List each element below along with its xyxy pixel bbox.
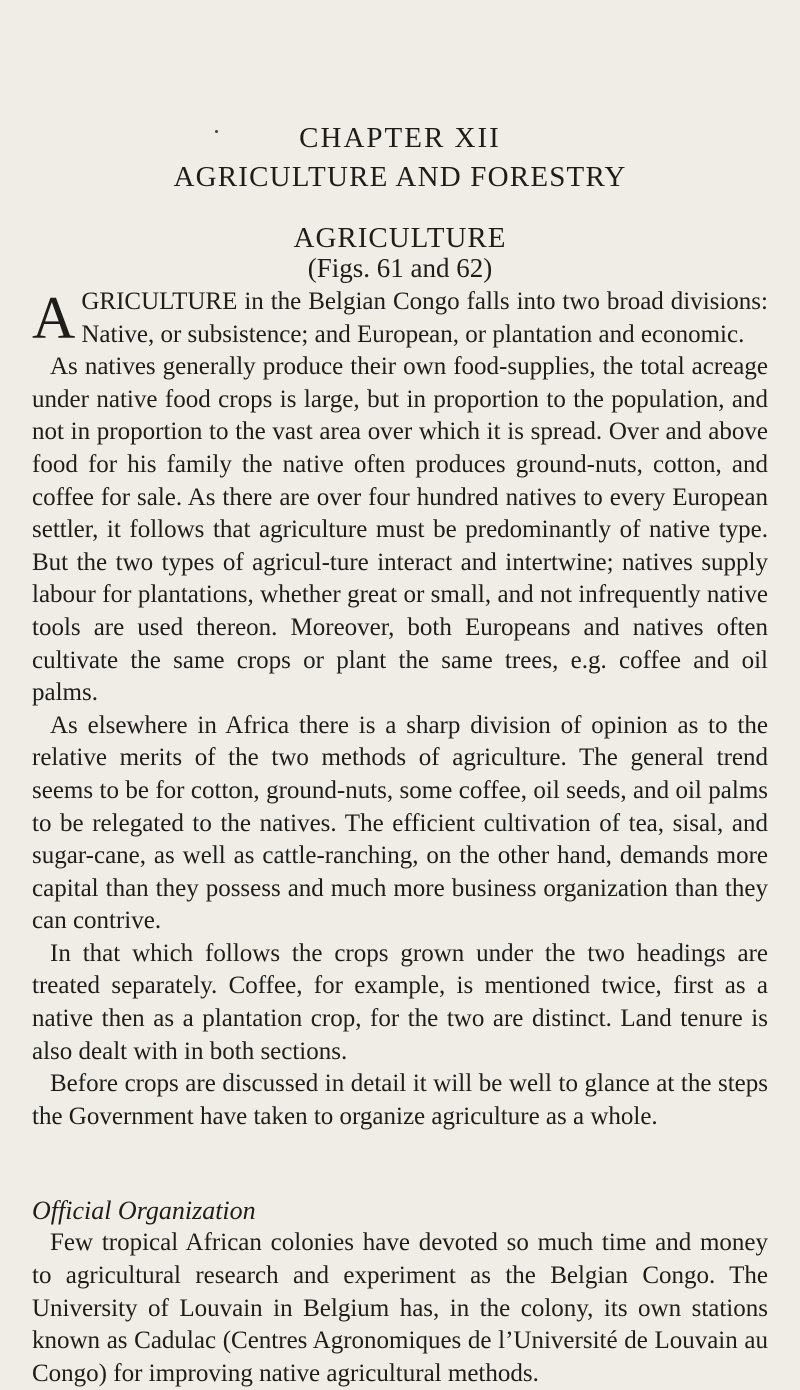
section-title: AGRICULTURE — [293, 222, 507, 254]
opening-small-caps: GRICULTURE — [81, 288, 238, 315]
drop-cap: A — [32, 285, 76, 351]
paragraph-1 — [32, 286, 768, 351]
figures-reference: (Figs. 61 and 62) — [307, 253, 493, 283]
body-text — [32, 286, 768, 1390]
chapter-title: AGRICULTURE AND FORESTRY — [173, 161, 627, 193]
chapter-number: CHAPTER XII — [299, 122, 501, 154]
paragraph-3: As elsewhere in Africa there is a sharp division of opinion as to the relative merits of the two methods of agriculture. The general trend seems to be for cotton, ground-nuts, some coffee, oil seeds, and oil palms to be relegated to the natives. The efficient cultivation of tea, sisal, and sugar-cane, as well as cattle-ranching, on the other hand, demands more capital than they possess and much more business organization than they can contrive. — [32, 711, 768, 935]
paragraph-6: Few tropical African colonies have devoted so much time and money to agricultural research and experiment as the Belgian Congo. The University of Louvain in Belgium has, in the colony, its own stations known as Cadulac (Centres Agronomiques de l’Université de Louvain au Congo) for improving native agricultural methods. — [32, 1229, 768, 1387]
paragraph-2: As natives generally produce their own food-supplies, the total acreage under native food crops is large, but in proportion to the population, and not in proportion to the vast area over which it is spread. Over and above food for his family the native often produces ground-nuts, cotton, and coffee for sale. As there are over four hundred natives to every European settler, it follows that agriculture must be predominantly of native type. But the two types of agricul-ture interact and intertwine; natives supply labour for plantations, whether great or small, and not infrequently native tools are used thereon. Moreover, both Europeans and natives often cultivate the same crops or plant the same trees, e.g. coffee and oil palms. — [32, 353, 768, 707]
subheading-official-organization: Official Organization — [32, 1196, 256, 1226]
paragraph-5: Before crops are discussed in detail it will be well to glance at the steps the Government have taken to organize agriculture as a whole. — [32, 1070, 768, 1130]
paragraph-1-text: in the Belgian Congo falls into two broad divisions: Native, or subsistence; and European, or plantation and economic. — [81, 288, 768, 348]
paragraph-4: In that which follows the crops grown under the two headings are treated separately. Coffee, for example, is mentioned twice, first as a native then as a plantation crop, for the two are distinct. Land tenure is also dealt with in both sections. — [32, 939, 768, 1065]
